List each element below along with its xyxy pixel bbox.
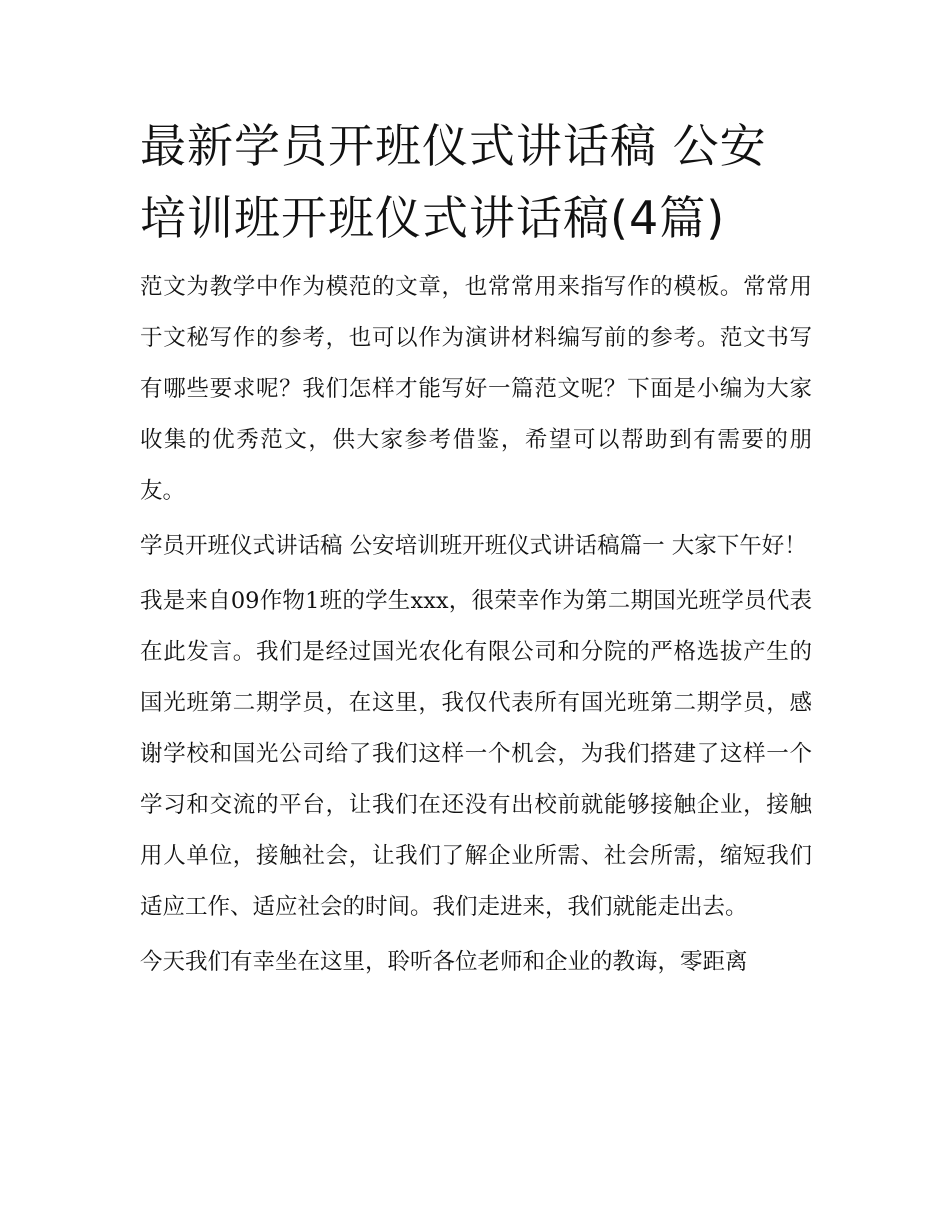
intro-paragraph: 范文为教学中作为模范的文章，也常常用来指写作的模板。常常用于文秘写作的参考，也可以作为演讲材料编写前的参考。范文书写有哪些要求呢？我们怎样才能写好一篇范文呢？下面是小编为大家收集的优秀范文，供大家参考借鉴，希望可以帮助到有需要的朋友。 [140, 274, 812, 504]
section-heading-paragraph: 学员开班仪式讲话稿 公安培训班开班仪式讲话稿篇一 大家下午好！ [140, 533, 807, 559]
speech-paragraph: 我是来自09作物1班的学生xxx，很荣幸作为第二期国光班学员代表在此发言。我们是经过国光农化有限公司和分院的严格选拔产生的国光班第二期学员，在这里，我仅代表所有国光班第二期学员，感谢学校和国光公司给了我们这样一个机会，为我们搭建了这样一个学习和交流的平台，让我们在还没有出校前就能够接触企业，接触用人单位，接触社会，让我们了解企业所需、社会所需，缩短我们适应工作、适应社会的时间。我们走进来，我们就能走出去。 [140, 588, 812, 920]
continuation-paragraph: 今天我们有幸坐在这里，聆听各位老师和企业的教诲，零距离 [140, 949, 748, 975]
document-body [140, 110, 812, 992]
document-title: 最新学员开班仪式讲话稿 公安培训班开班仪式讲话稿(4篇) [140, 119, 767, 245]
